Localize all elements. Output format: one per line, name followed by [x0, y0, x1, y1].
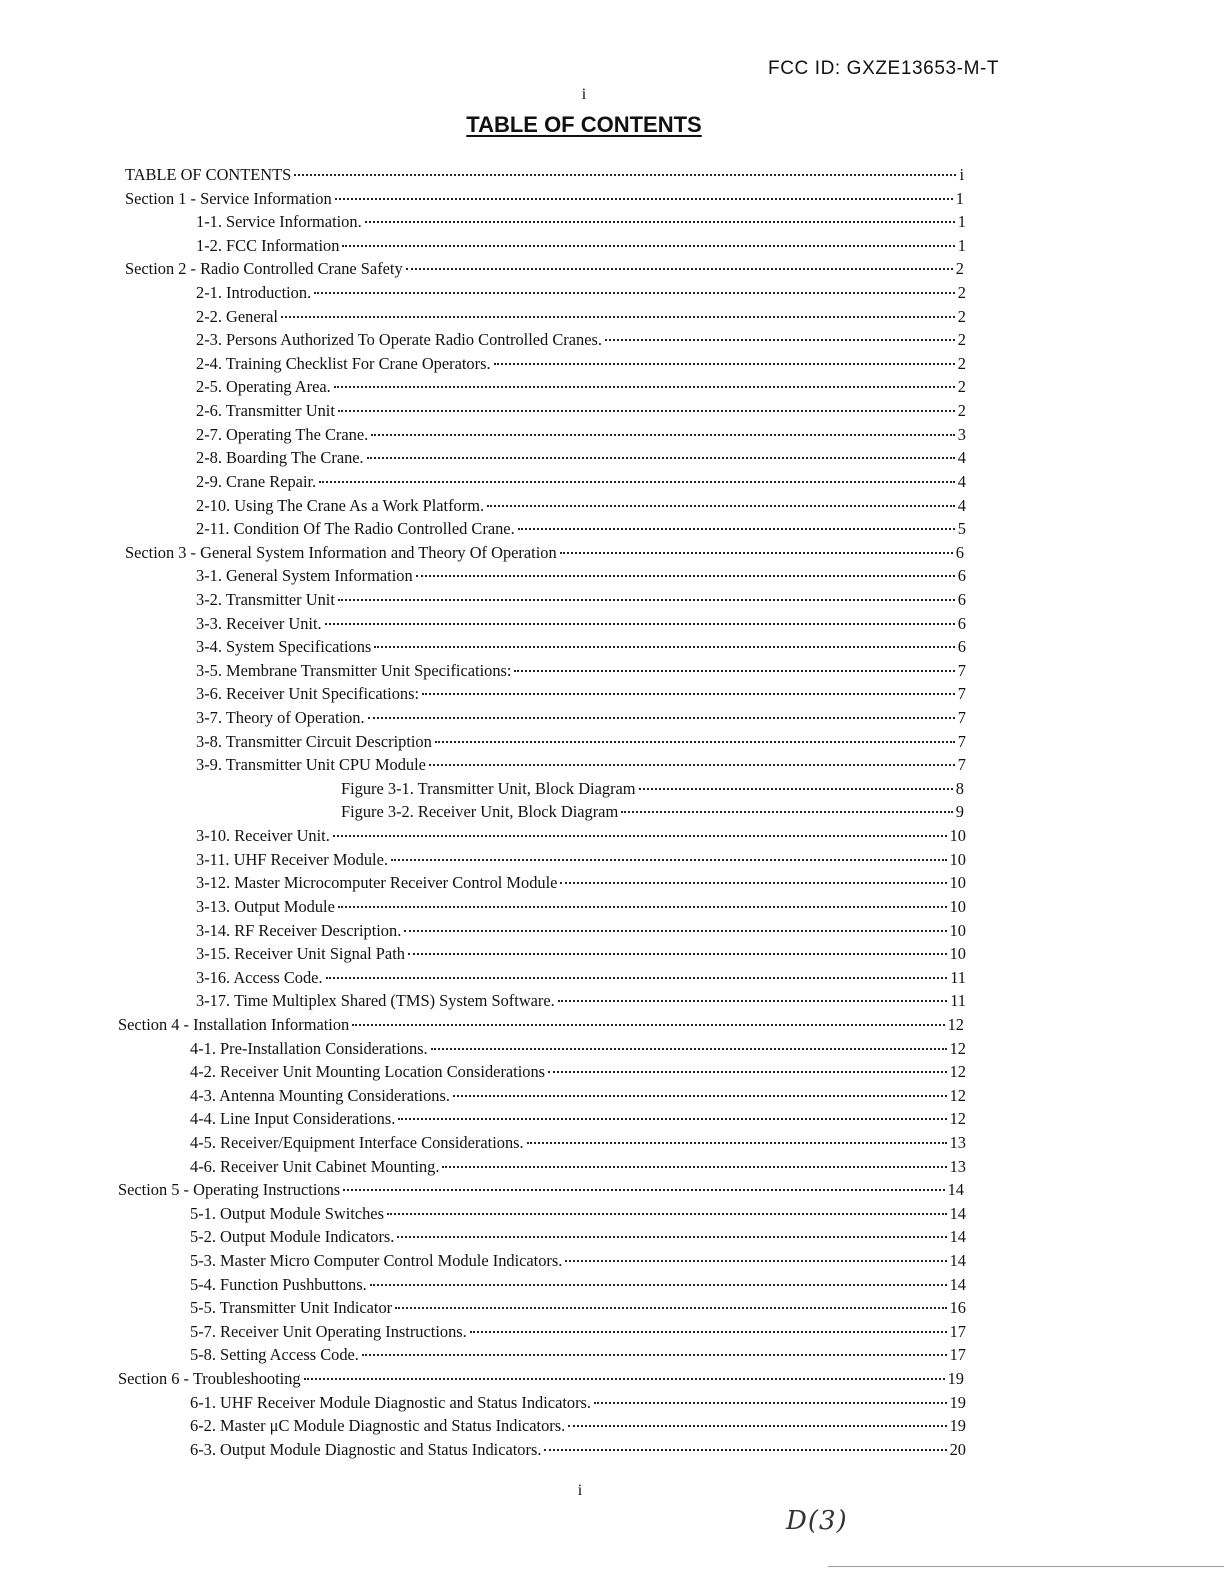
toc-dot-leader [374, 646, 955, 648]
toc-entry-page: 19 [949, 1392, 966, 1412]
toc-entry-title: 3-17. Time Multiplex Shared (TMS) System Software. [196, 991, 555, 1011]
toc-dot-leader [294, 174, 956, 176]
toc-entry-title: 5-2. Output Module Indicators. [190, 1227, 395, 1247]
toc-entry-title: 1-2. FCC Information [196, 235, 340, 255]
toc-subsection-entry [196, 375, 966, 399]
toc-subsection-entry [196, 824, 966, 848]
toc-subsection-entry [196, 989, 966, 1013]
toc-entry-title: 3-6. Receiver Unit Specifications: [196, 684, 420, 704]
toc-entry-page: 1 [957, 235, 966, 255]
toc-subsection-entry [190, 1249, 966, 1273]
toc-entry-title: 2-5. Operating Area. [196, 377, 331, 397]
toc-entry-page: 7 [957, 684, 966, 704]
document-title: TABLE OF CONTENTS [466, 112, 702, 137]
toc-entry-page: 14 [949, 1203, 966, 1223]
toc-subsection-entry [196, 352, 966, 376]
toc-entry-page: 2 [957, 306, 966, 326]
toc-figure-entry [341, 800, 964, 824]
toc-entry-page: 3 [957, 424, 966, 444]
toc-dot-leader [370, 1284, 947, 1286]
toc-dot-leader [367, 457, 955, 459]
toc-entry-title: 3-7. Theory of Operation. [196, 708, 365, 728]
toc-entry-title: 4-1. Pre-Installation Considerations. [190, 1038, 428, 1058]
toc-entry-title: 2-8. Boarding The Crane. [196, 448, 364, 468]
toc-subsection-entry [190, 1438, 966, 1462]
toc-entry-page: 12 [949, 1062, 966, 1082]
toc-entry-page: 19 [947, 1369, 964, 1389]
toc-section-entry [125, 163, 964, 187]
toc-entry-title: 3-16. Access Code. [196, 967, 323, 987]
toc-entry-page: 2 [957, 377, 966, 397]
toc-entry-title: Section 4 - Installation Information [118, 1014, 350, 1034]
toc-dot-leader [442, 1166, 946, 1168]
toc-dot-leader [325, 623, 955, 625]
toc-subsection-entry [196, 281, 966, 305]
toc-entry-title: 2-2. General [196, 306, 278, 326]
toc-subsection-entry [196, 659, 966, 683]
toc-entry-title: Section 3 - General System Information and Theory Of Operation [125, 542, 557, 562]
toc-section-entry [118, 1367, 964, 1391]
toc-entry-title: 3-3. Receiver Unit. [196, 613, 322, 633]
toc-entry-page: 11 [950, 991, 966, 1011]
footer-rule [828, 1566, 1224, 1567]
toc-subsection-entry [190, 1084, 966, 1108]
toc-subsection-entry [196, 305, 966, 329]
toc-subsection-entry [196, 564, 966, 588]
fcc-id-header: FCC ID: GXZE13653-M-T [768, 58, 1000, 79]
toc-dot-leader [387, 1213, 947, 1215]
toc-entry-title: 3-14. RF Receiver Description. [196, 920, 402, 940]
toc-subsection-entry [196, 210, 966, 234]
toc-subsection-entry [190, 1202, 966, 1226]
toc-section-entry [118, 1013, 964, 1037]
toc-dot-leader [397, 1236, 946, 1238]
toc-dot-leader [639, 788, 953, 790]
toc-subsection-entry [196, 470, 966, 494]
toc-dot-leader [527, 1142, 947, 1144]
toc-dot-leader [487, 505, 955, 507]
toc-entry-page: 14 [949, 1227, 966, 1247]
toc-entry-title: 6-1. UHF Receiver Module Diagnostic and Status Indicators. [190, 1392, 592, 1412]
toc-entry-page: 2 [957, 330, 966, 350]
toc-entry-title: 4-2. Receiver Unit Mounting Location Considerations [190, 1062, 546, 1082]
toc-entry-page: 6 [957, 637, 966, 657]
toc-subsection-entry [196, 494, 966, 518]
toc-dot-leader [568, 1425, 946, 1427]
toc-dot-leader [334, 386, 955, 388]
toc-entry-page: 16 [949, 1298, 966, 1318]
toc-dot-leader [406, 268, 953, 270]
toc-entry-page: 14 [947, 1180, 964, 1200]
toc-entry-page: 20 [949, 1439, 966, 1459]
toc-dot-leader [435, 741, 955, 743]
toc-entry-page: 2 [957, 353, 966, 373]
toc-entry-title: 3-1. General System Information [196, 566, 413, 586]
toc-dot-leader [333, 835, 947, 837]
toc-entry-title: 3-13. Output Module [196, 896, 335, 916]
toc-entry-page: 19 [949, 1416, 966, 1436]
toc-subsection-entry [196, 635, 966, 659]
toc-entry-title: 4-6. Receiver Unit Cabinet Mounting. [190, 1156, 440, 1176]
toc-entry-page: 6 [957, 566, 966, 586]
toc-dot-leader [408, 953, 947, 955]
toc-subsection-entry [196, 753, 966, 777]
toc-subsection-entry [196, 682, 966, 706]
toc-dot-leader [544, 1449, 946, 1451]
toc-entry-page: 7 [957, 708, 966, 728]
toc-entry-page: 14 [949, 1274, 966, 1294]
toc-subsection-entry [196, 730, 966, 754]
toc-entry-title: 3-12. Master Microcomputer Receiver Control Module [196, 873, 558, 893]
toc-entry-title: 5-3. Master Micro Computer Control Module Indicators. [190, 1251, 563, 1271]
bottom-page-number: i [577, 1482, 583, 1499]
toc-dot-leader [494, 363, 955, 365]
toc-entry-title: 2-11. Condition Of The Radio Controlled Crane. [196, 519, 515, 539]
toc-dot-leader [319, 481, 955, 483]
toc-entry-page: 8 [955, 778, 964, 798]
toc-entry-title: 3-10. Receiver Unit. [196, 826, 330, 846]
toc-subsection-entry [190, 1060, 966, 1084]
toc-dot-leader [560, 552, 953, 554]
toc-subsection-entry [196, 612, 966, 636]
toc-dot-leader [326, 977, 948, 979]
toc-entry-page: 13 [949, 1156, 966, 1176]
toc-entry-title: 3-4. System Specifications [196, 637, 372, 657]
toc-dot-leader [365, 221, 955, 223]
toc-entry-title: Section 1 - Service Information [125, 188, 332, 208]
toc-subsection-entry [196, 234, 966, 258]
toc-dot-leader [422, 693, 955, 695]
toc-entry-page: 14 [949, 1251, 966, 1271]
toc-entry-title: 5-5. Transmitter Unit Indicator [190, 1298, 393, 1318]
table-of-contents [0, 163, 1224, 1462]
toc-entry-title: Figure 3-2. Receiver Unit, Block Diagram [341, 802, 619, 822]
toc-entry-title: 2-10. Using The Crane As a Work Platform. [196, 495, 485, 515]
toc-dot-leader [548, 1071, 947, 1073]
toc-entry-title: Section 2 - Radio Controlled Crane Safety [125, 259, 403, 279]
toc-entry-page: 4 [957, 471, 966, 491]
toc-entry-page: i [959, 165, 964, 184]
toc-entry-page: 1 [955, 188, 964, 208]
toc-entry-page: 5 [957, 519, 966, 539]
toc-entry-title: 3-11. UHF Receiver Module. [196, 849, 388, 869]
toc-subsection-entry [196, 942, 966, 966]
toc-dot-leader [314, 292, 955, 294]
toc-entry-title: Section 6 - Troubleshooting [118, 1369, 301, 1389]
toc-entry-title: 6-2. Master μC Module Diagnostic and Status Indicators. [190, 1416, 566, 1436]
toc-entry-title: 1-1. Service Information. [196, 212, 362, 232]
toc-dot-leader [605, 339, 955, 341]
toc-entry-page: 7 [957, 731, 966, 751]
toc-dot-leader [395, 1307, 946, 1309]
toc-dot-leader [621, 811, 953, 813]
top-page-number: i [581, 86, 587, 103]
toc-subsection-entry [190, 1391, 966, 1415]
toc-entry-title: 2-9. Crane Repair. [196, 471, 317, 491]
toc-dot-leader [338, 906, 947, 908]
toc-dot-leader [518, 528, 955, 530]
toc-entry-title: 5-8. Setting Access Code. [190, 1345, 359, 1365]
toc-dot-leader [431, 1048, 947, 1050]
toc-dot-leader [304, 1378, 945, 1380]
toc-dot-leader [404, 930, 946, 932]
toc-dot-leader [343, 1189, 944, 1191]
toc-entry-page: 17 [949, 1345, 966, 1365]
toc-subsection-entry [196, 966, 966, 990]
toc-subsection-entry [196, 446, 966, 470]
toc-subsection-entry [190, 1414, 966, 1438]
toc-entry-page: 10 [949, 873, 966, 893]
toc-entry-page: 4 [957, 495, 966, 515]
toc-subsection-entry [196, 706, 966, 730]
toc-subsection-entry [196, 588, 966, 612]
toc-dot-leader [558, 1000, 947, 1002]
toc-subsection-entry [190, 1296, 966, 1320]
toc-subsection-entry [190, 1225, 966, 1249]
toc-section-entry [125, 541, 964, 565]
toc-entry-title: Section 5 - Operating Instructions [118, 1180, 341, 1200]
toc-dot-leader [416, 575, 955, 577]
toc-entry-page: 10 [949, 896, 966, 916]
toc-entry-title: 5-7. Receiver Unit Operating Instructions. [190, 1321, 467, 1341]
toc-section-entry [125, 187, 964, 211]
toc-dot-leader [371, 434, 955, 436]
toc-dot-leader [352, 1024, 944, 1026]
toc-subsection-entry [190, 1155, 966, 1179]
toc-entry-page: 17 [949, 1321, 966, 1341]
toc-section-entry [125, 257, 964, 281]
toc-dot-leader [362, 1354, 947, 1356]
toc-entry-page: 7 [957, 660, 966, 680]
toc-dot-leader [560, 882, 946, 884]
toc-subsection-entry [196, 328, 966, 352]
toc-entry-page: 4 [957, 448, 966, 468]
toc-entry-title: 3-2. Transmitter Unit [196, 589, 335, 609]
toc-entry-page: 12 [949, 1038, 966, 1058]
toc-entry-page: 6 [957, 613, 966, 633]
toc-entry-title: 5-4. Function Pushbuttons. [190, 1274, 367, 1294]
toc-subsection-entry [196, 848, 966, 872]
toc-subsection-entry [196, 919, 966, 943]
toc-subsection-entry [190, 1320, 966, 1344]
toc-dot-leader [368, 717, 955, 719]
toc-entry-title: 4-5. Receiver/Equipment Interface Considerations. [190, 1132, 524, 1152]
toc-entry-title: 4-3. Antenna Mounting Considerations. [190, 1085, 450, 1105]
toc-dot-leader [338, 599, 955, 601]
toc-entry-page: 12 [949, 1109, 966, 1129]
toc-figure-entry [341, 777, 964, 801]
toc-entry-page: 10 [949, 944, 966, 964]
toc-entry-page: 13 [949, 1132, 966, 1152]
toc-section-entry [118, 1178, 964, 1202]
toc-dot-leader [514, 670, 954, 672]
toc-entry-page: 2 [955, 259, 964, 279]
toc-subsection-entry [196, 895, 966, 919]
toc-subsection-entry [190, 1343, 966, 1367]
handwritten-mark: D(3) [786, 1506, 848, 1536]
toc-entry-page: 10 [949, 920, 966, 940]
toc-dot-leader [342, 245, 954, 247]
toc-entry-title: 3-15. Receiver Unit Signal Path [196, 944, 405, 964]
toc-subsection-entry [196, 871, 966, 895]
toc-entry-page: 10 [949, 849, 966, 869]
toc-entry-page: 1 [957, 212, 966, 232]
toc-entry-page: 6 [957, 589, 966, 609]
toc-subsection-entry [190, 1131, 966, 1155]
toc-entry-title: 5-1. Output Module Switches [190, 1203, 384, 1223]
toc-entry-title: 2-4. Training Checklist For Crane Operators. [196, 353, 491, 373]
toc-entry-title: 3-9. Transmitter Unit CPU Module [196, 755, 426, 775]
toc-entry-page: 6 [955, 542, 964, 562]
toc-dot-leader [470, 1331, 947, 1333]
toc-dot-leader [453, 1095, 947, 1097]
toc-entry-page: 9 [955, 802, 964, 822]
toc-entry-title: 2-7. Operating The Crane. [196, 424, 369, 444]
toc-entry-page: 11 [950, 967, 966, 987]
toc-entry-title: 6-3. Output Module Diagnostic and Status Indicators. [190, 1439, 542, 1459]
toc-entry-title: 2-3. Persons Authorized To Operate Radio Controlled Cranes. [196, 330, 602, 350]
toc-dot-leader [398, 1118, 946, 1120]
toc-dot-leader [338, 410, 955, 412]
toc-dot-leader [335, 198, 953, 200]
toc-entry-title: Figure 3-1. Transmitter Unit, Block Diagram [341, 778, 636, 798]
toc-dot-leader [281, 316, 955, 318]
toc-entry-title: 4-4. Line Input Considerations. [190, 1109, 396, 1129]
toc-subsection-entry [196, 517, 966, 541]
toc-subsection-entry [196, 423, 966, 447]
toc-subsection-entry [196, 399, 966, 423]
toc-entry-page: 12 [947, 1014, 964, 1034]
toc-dot-leader [565, 1260, 946, 1262]
toc-entry-title: 3-5. Membrane Transmitter Unit Specifications: [196, 660, 512, 680]
toc-entry-page: 12 [949, 1085, 966, 1105]
toc-subsection-entry [190, 1037, 966, 1061]
toc-subsection-entry [190, 1107, 966, 1131]
toc-dot-leader [429, 764, 955, 766]
toc-entry-page: 10 [949, 826, 966, 846]
toc-entry-title: 2-6. Transmitter Unit [196, 401, 335, 421]
toc-entry-title: TABLE OF CONTENTS [125, 165, 292, 184]
toc-entry-page: 7 [957, 755, 966, 775]
toc-entry-title: 2-1. Introduction. [196, 283, 312, 303]
toc-entry-page: 2 [957, 401, 966, 421]
toc-dot-leader [594, 1402, 947, 1404]
toc-subsection-entry [190, 1273, 966, 1297]
toc-entry-title: 3-8. Transmitter Circuit Description [196, 731, 432, 751]
toc-entry-page: 2 [957, 283, 966, 303]
toc-dot-leader [391, 859, 947, 861]
